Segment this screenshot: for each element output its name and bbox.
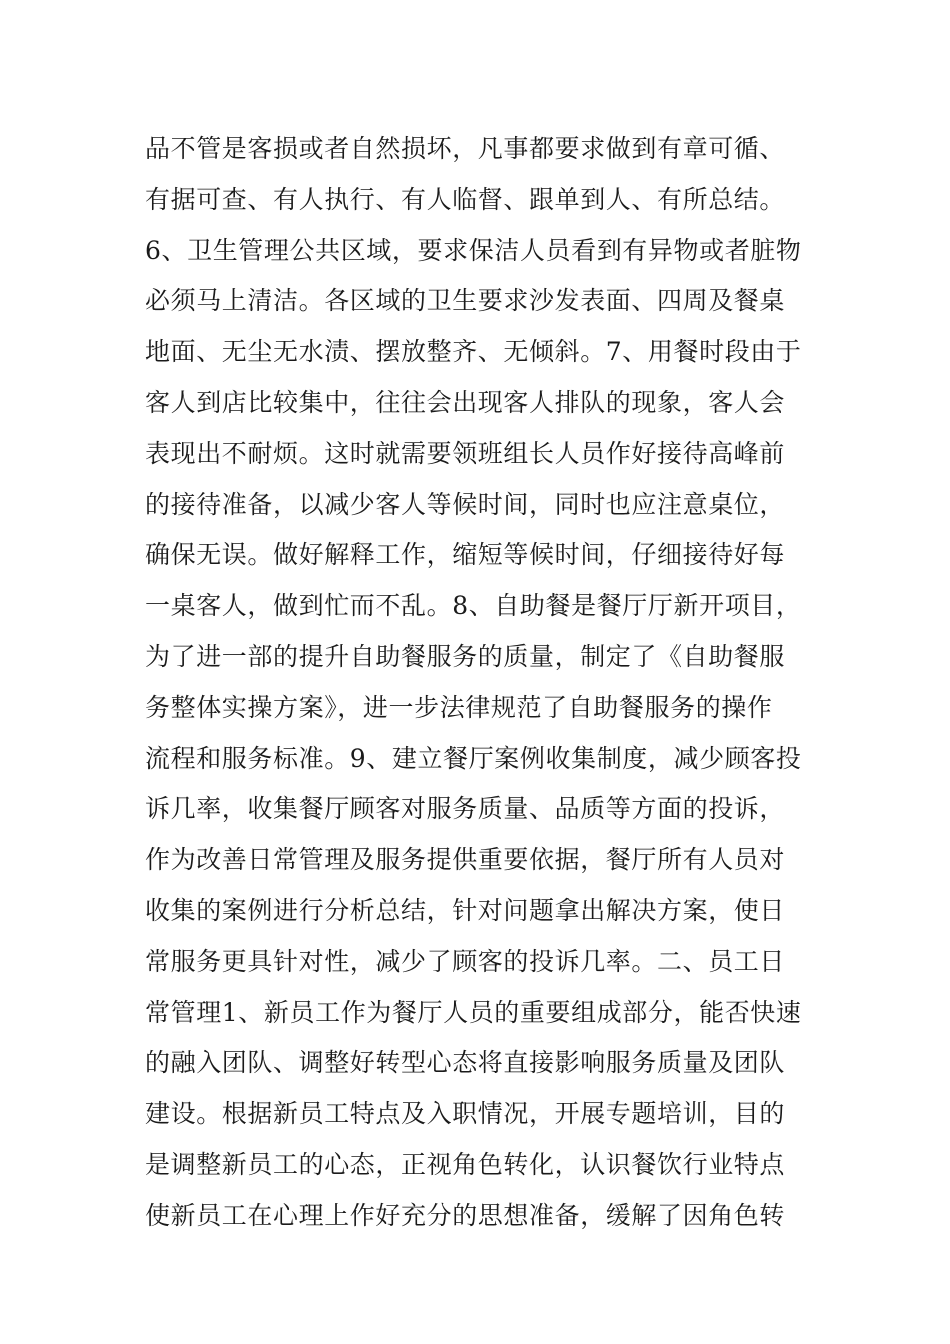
text-line: 务整体实操方案》，进一步法律规范了自助餐服务的操作 bbox=[145, 692, 773, 722]
text-line: 诉几率，收集餐厅顾客对服务质量、品质等方面的投诉， bbox=[145, 794, 786, 824]
text-line: 客人到店比较集中，往往会出现客人排队的现象，客人会 bbox=[145, 387, 786, 417]
text-line: 地面、无尘无水渍、摆放整齐、无倾斜。7、用餐时段由于 bbox=[145, 337, 802, 367]
text-line: 有据可查、有人执行、有人临督、跟单到人、有所总结。 bbox=[145, 184, 786, 214]
text-line: 确保无误。做好解释工作，缩短等候时间，仔细接待好每 bbox=[145, 540, 786, 570]
body-text bbox=[145, 124, 835, 1242]
text-line: 收集的案例进行分析总结，针对问题拿出解决方案，使日 bbox=[145, 895, 786, 925]
text-line: 流程和服务标准。9、建立餐厅案例收集制度，减少顾客投 bbox=[145, 743, 802, 773]
text-line: 常管理1、新员工作为餐厅人员的重要组成部分，能否快速 bbox=[145, 997, 802, 1027]
text-line: 是调整新员工的心态，正视角色转化，认识餐饮行业特点 bbox=[145, 1149, 786, 1179]
text-line: 6、卫生管理公共区域，要求保洁人员看到有异物或者脏物 bbox=[145, 235, 802, 265]
text-line: 常服务更具针对性，减少了顾客的投诉几率。二、员工日 bbox=[145, 946, 786, 976]
text-line: 使新员工在心理上作好充分的思想准备，缓解了因角色转 bbox=[145, 1200, 786, 1230]
text-line: 的融入团队、调整好转型心态将直接影响服务质量及团队 bbox=[145, 1048, 786, 1078]
text-line: 建设。根据新员工特点及入职情况，开展专题培训，目的 bbox=[145, 1099, 786, 1129]
text-line: 品不管是客损或者自然损坏，凡事都要求做到有章可循、 bbox=[145, 134, 786, 163]
text-line: 为了进一部的提升自助餐服务的质量，制定了《自助餐服 bbox=[145, 641, 786, 671]
text-line: 作为改善日常管理及服务提供重要依据，餐厅所有人员对 bbox=[145, 845, 786, 875]
text-line: 一桌客人，做到忙而不乱。8、自助餐是餐厅厅新开项目， bbox=[145, 591, 802, 621]
text-line: 必须马上清洁。各区域的卫生要求沙发表面、四周及餐桌 bbox=[145, 286, 786, 316]
text-line: 的接待准备，以减少客人等候时间，同时也应注意桌位， bbox=[145, 489, 786, 519]
text-line: 表现出不耐烦。这时就需要领班组长人员作好接待高峰前 bbox=[145, 438, 786, 468]
